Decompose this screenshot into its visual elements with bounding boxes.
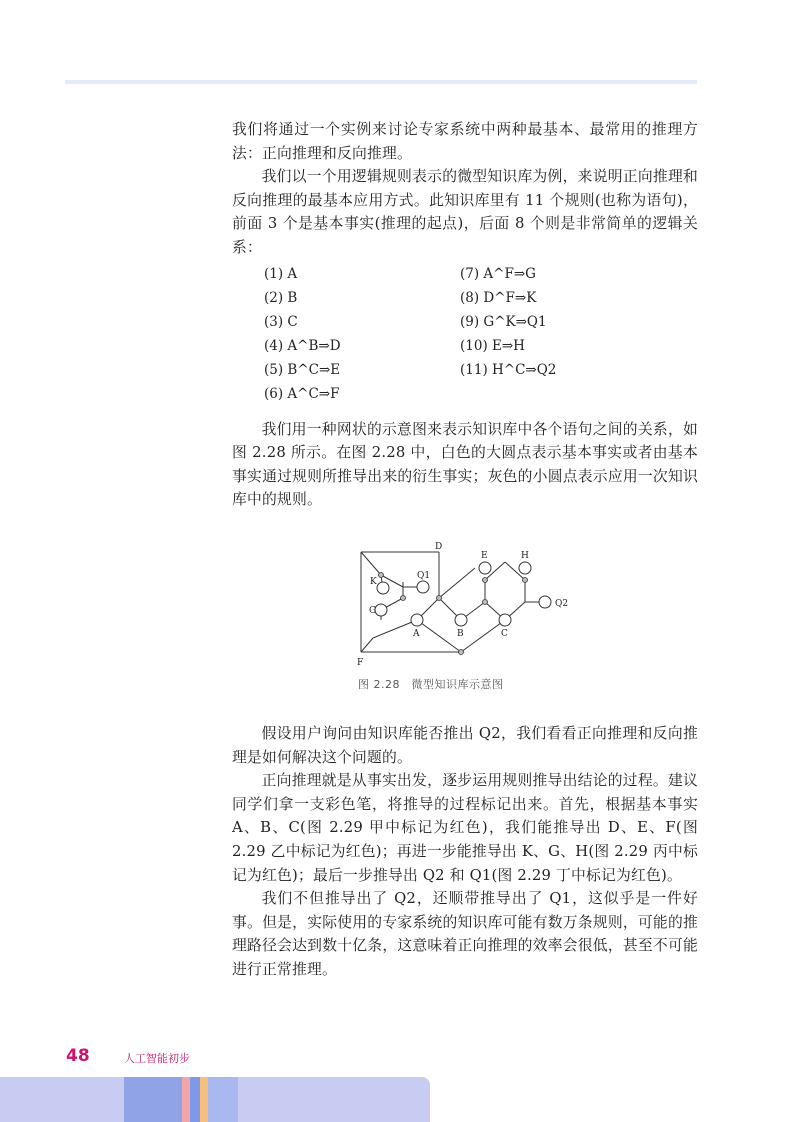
edge-line (361, 638, 373, 652)
page-number: 48 (66, 1046, 90, 1066)
network-paragraph: 我们用一种网状的示意图来表示知识库中各个语句之间的关系，如图 2.28 所示。在图 2.28 中，白色的大圆点表示基本事实或者由基本事实通过规则所推导出来的衍生事实；灰色的小圆点表示应用一次知识库中的规则。 (232, 420, 698, 509)
rule-dot (483, 578, 488, 583)
node-label-k: K (370, 577, 377, 587)
fact-node-q1 (417, 581, 429, 593)
edge-line (373, 620, 417, 638)
footer-stripe (208, 1077, 238, 1122)
question-paragraph: 假设用户询问由知识库能否推出 Q2，我们看看正向推理和反向推理是如何解决这个问题的。 (232, 725, 698, 766)
fact-node-k (377, 582, 389, 594)
node-label-g: G (369, 606, 377, 616)
rule-dot (459, 650, 464, 655)
text-block-bottom (232, 722, 698, 982)
node-label-q2: Q2 (555, 599, 569, 609)
knowledge-network-figure (355, 540, 585, 690)
fact-node-a (411, 614, 423, 626)
node-label-f: F (357, 658, 364, 668)
knowledge-base-paragraph: 我们以一个用逻辑规则表示的微型知识库为例，来说明正向推理和反向推理的最基本应用方式。此知识库里有 11 个规则(也称为语句)，前面 3 个是基本事实(推理的起点)，后面 8 个则是非常简单的逻辑关系： (232, 168, 698, 256)
footer-stripe (182, 1077, 190, 1122)
rule-item: (9) G^K⇒Q1 (460, 313, 547, 330)
rule-dot (523, 578, 528, 583)
node-label-a: A (413, 629, 420, 639)
rule-item: (7) A^F⇒G (460, 265, 536, 282)
rule-dot (483, 600, 488, 605)
fact-node-b (455, 614, 467, 626)
edge-line (361, 552, 381, 575)
figure-caption: 图 2.28 微型知识库示意图 (358, 678, 504, 691)
fact-node-e (479, 562, 491, 574)
edge-line (461, 620, 505, 652)
fact-node-q2 (539, 596, 551, 608)
rule-item: (6) A^C⇒F (264, 385, 340, 402)
rule-item: (5) B^C⇒E (264, 361, 341, 378)
rule-item: (3) C (264, 313, 298, 330)
rule-item: (11) H^C⇒Q2 (460, 361, 557, 378)
footer-stripe (124, 1077, 182, 1122)
rule-item: (4) A^B⇒D (264, 337, 341, 354)
rule-dot (401, 596, 406, 601)
node-label-q1: Q1 (417, 571, 431, 581)
node-label-h: H (521, 551, 529, 561)
fact-node-g (375, 604, 387, 616)
rule-item: (1) A (264, 265, 298, 282)
network-diagram (355, 540, 585, 690)
efficiency-paragraph: 我们不但推导出了 Q2，还顺带推导出了 Q1，这似乎是一件好事。但是，实际使用的专家系统的知识库可能有数万条规则，可能的推理路径会达到数十亿条，这意味着正向推理的效率会很低，甚至不可能进行正常推理。 (232, 890, 698, 978)
fact-node-h (519, 562, 531, 574)
rules-list (232, 260, 698, 418)
footer-stripe (190, 1077, 200, 1122)
fact-node-c (499, 614, 511, 626)
book-title: 人工智能初步 (124, 1052, 190, 1065)
text-block-top (232, 118, 698, 512)
footer-stripe (200, 1077, 208, 1122)
node-label-c: C (501, 629, 508, 639)
edge-line (417, 620, 461, 652)
rule-dot (437, 596, 442, 601)
rule-item: (8) D^F⇒K (460, 289, 537, 306)
rule-item: (2) B (264, 289, 298, 306)
node-label-d: D (435, 542, 443, 552)
edge-line (439, 568, 475, 598)
rule-item: (10) E⇒H (460, 337, 525, 354)
node-label-b: B (457, 629, 464, 639)
rule-dot (379, 573, 384, 578)
node-label-e: E (481, 551, 488, 561)
header-rule (65, 80, 697, 84)
forward-reasoning-paragraph: 正向推理就是从事实出发，逐步运用规则推导出结论的过程。建议同学们拿一支彩色笔，将推导的过程标记出来。首先，根据基本事实 A、B、C(图 2.29 甲中标记为红色)，我们能推导出 D、E、F(图 2.29 乙中标记为红色)；再进一步能推导出 K、G、H(图 2.29 丙中标记为红色)；最后一步推导出 Q2 和 Q1(图 2.29 丁中标记为红色)。 (232, 772, 698, 884)
intro-paragraph: 我们将通过一个实例来讨论专家系统中两种最基本、最常用的推理方法：正向推理和反向推理。 (232, 121, 698, 162)
